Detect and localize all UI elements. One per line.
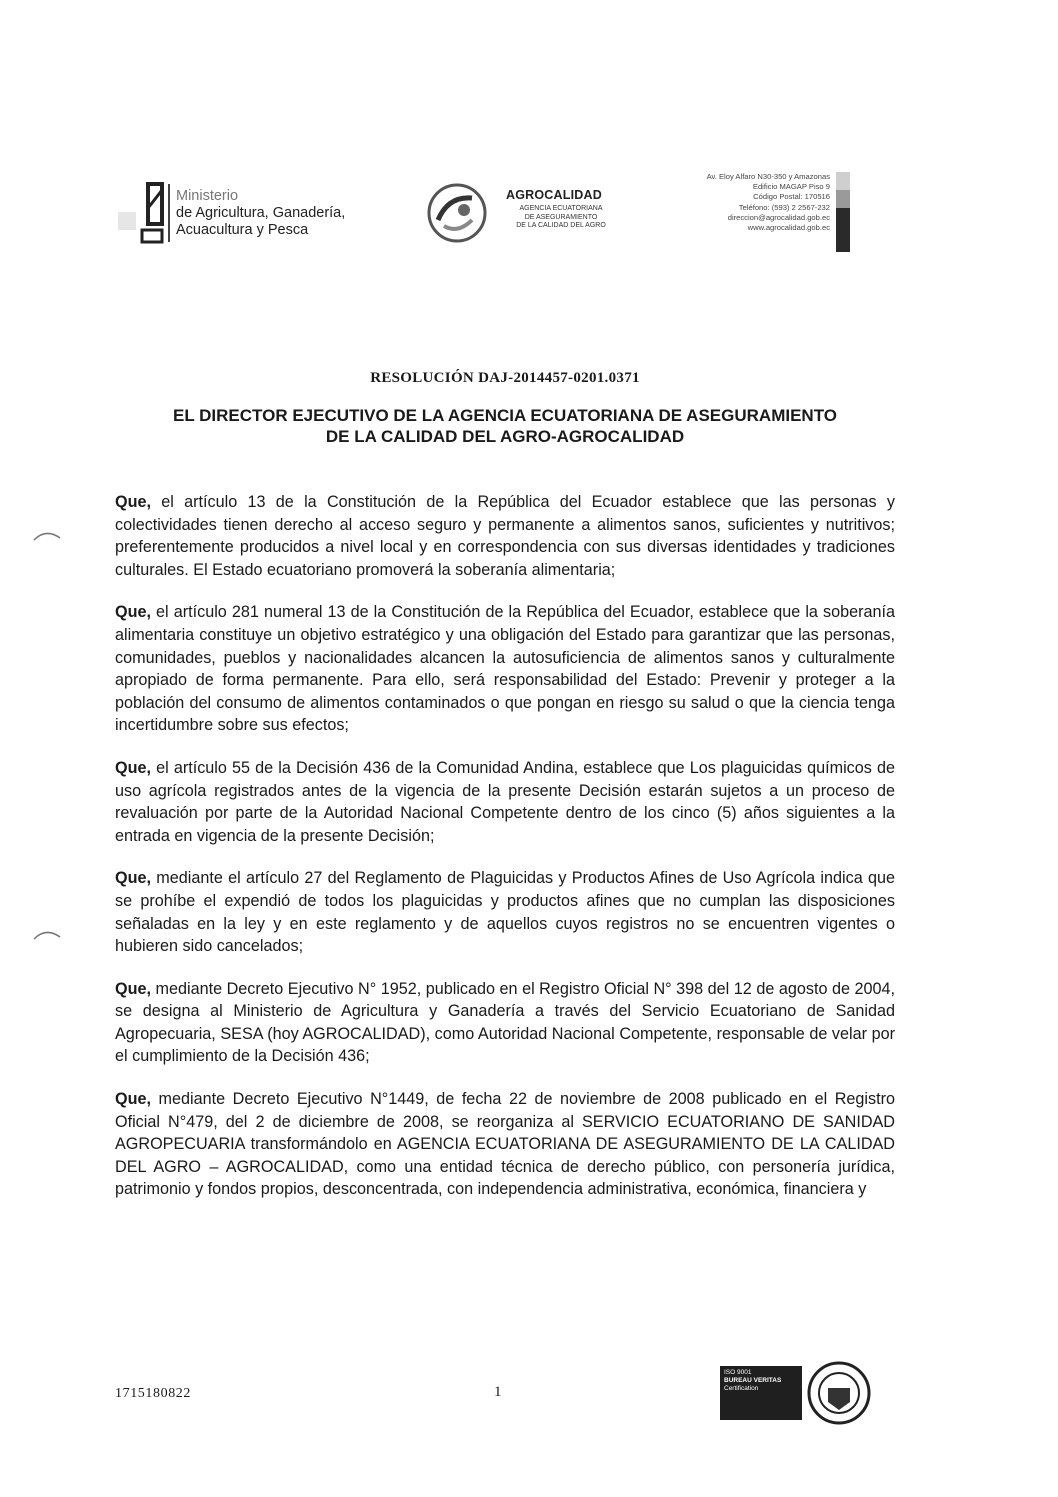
- agency-sub-line1: AGENCIA ECUATORIANA: [519, 205, 603, 212]
- agency-subtitle: [506, 205, 616, 231]
- punch-hole-mark-icon: [32, 528, 62, 542]
- paragraph-text: el artículo 55 de la Decisión 436 de la Comunidad Andina, establece que Los plaguicidas químicos de uso agrícola registrados antes de la vigencia de la presente Decisión estarán sujetos a un proceso de revaluación por parte de la Autoridad Nacional Competente dentro de los cinco (5) años siguientes a la entrada en vigencia de la presente Decisión;: [115, 758, 895, 845]
- cert-line2: BUREAU VERITAS: [724, 1377, 782, 1384]
- considerando-paragraph: [115, 601, 895, 737]
- director-heading-line1: EL DIRECTOR EJECUTIVO DE LA AGENCIA ECUATORIANA DE ASEGURAMIENTO: [172, 406, 837, 425]
- considerando-paragraph: [115, 978, 895, 1068]
- ministry-line2: de Agricultura, Ganadería,: [176, 205, 346, 221]
- ministry-line1: Ministerio: [176, 188, 239, 204]
- paragraph-text: el artículo 281 numeral 13 de la Constitución de la República del Ecuador, establece que la soberanía alimentaria constituye un objetivo estratégico y una obligación del Estado para garantizar que las personas, comunidades, pueblos y nacionalidades alcancen la autosuficiencia de alimentos sanos y culturalmente apropiado de forma permanente. Para ello, será responsabilidad del Estado: Prevenir y proteger a la población del consumo de alimentos contaminados o que pongan en riesgo su salud o que la ciencia tenga incertidumbre sobre sus efectos;: [115, 603, 895, 735]
- paragraph-lead: Que,: [115, 1090, 151, 1109]
- address-line: direccion@agrocalidad.gob.ec: [727, 212, 830, 222]
- agency-sub-line3: DE LA CALIDAD DEL AGRO: [516, 222, 606, 229]
- bureau-veritas-seal-icon: [806, 1360, 872, 1426]
- considerando-paragraph: [115, 867, 895, 957]
- page-number: 1: [494, 1384, 502, 1400]
- paragraph-lead: Que,: [115, 603, 151, 622]
- address-color-bar-icon: [836, 172, 850, 252]
- address-line: Teléfono: (593) 2 2567-232: [738, 202, 830, 212]
- certification-badge: [720, 1360, 860, 1430]
- paragraph-lead: Que,: [115, 979, 151, 998]
- director-heading-line2: DE LA CALIDAD DEL AGRO-AGROCALIDAD: [325, 427, 685, 446]
- ministry-name: [176, 188, 345, 239]
- paragraph-lead: Que,: [115, 869, 151, 888]
- letterhead: [0, 168, 1058, 258]
- agency-name: AGROCALIDAD: [506, 188, 602, 202]
- address-line: Código Postal: 170516: [753, 192, 830, 202]
- punch-hole-mark-icon: [32, 927, 62, 941]
- paragraph-lead: Que,: [115, 493, 151, 511]
- paragraph-lead: Que,: [115, 758, 151, 777]
- cert-label: [720, 1366, 802, 1420]
- paragraph-text: mediante Decreto Ejecutivo N°1449, de fecha 22 de noviembre de 2008 publicado en el Registro Oficial N°479, del 2 de diciembre de 2008, se reorganiza al SERVICIO ECUATORIANO DE SANIDAD AGROPECUARIA transformándolo en AGENCIA ECUATORIANA DE ASEGURAMIENTO DE LA CALIDAD DEL AGRO – AGROCALIDAD, como una entidad técnica de derecho público, con personería jurídica, patrimonio y fondos propios, desconcentrada, con independencia administrativa, económica, financiera y: [115, 1090, 895, 1199]
- ministry-line3: Acuacultura y Pesca: [176, 222, 309, 238]
- resolution-title: RESOLUCIÓN DAJ-2014457-0201.0371: [370, 370, 640, 386]
- cert-line3: Certification: [724, 1385, 759, 1392]
- address-line: Edificio MAGAP Piso 9: [752, 182, 830, 192]
- document-number: 1715180822: [115, 1386, 191, 1401]
- director-heading: [115, 405, 895, 447]
- considerando-paragraph: [115, 757, 895, 847]
- paragraph-text: el artículo 13 de la Constitución de la República del Ecuador establece que las personas y colectividades tienen derecho al acceso seguro y permanente a alimentos sanos, suficientes y nutritivos; preferentemente producidos a nivel local y en correspondencia con sus diversas identidades y tradiciones culturales. El Estado ecuatoriano promoverá la soberanía alimentaria;: [115, 493, 895, 579]
- considerando-paragraph: [115, 1088, 895, 1201]
- address-line: Av. Eloy Alfaro N30-350 y Amazonas: [706, 172, 830, 181]
- cert-line1: ISO 9001: [724, 1369, 752, 1376]
- agrocalidad-logo: [424, 178, 624, 248]
- paragraph-text: mediante el artículo 27 del Reglamento de Plaguicidas y Productos Afines de Uso Agrícola indica que se prohíbe el expendió de todos los plaguicidas y productos afines que no cumplan las disposiciones señaladas en la ley y en este reglamento y de aquellos cuyos registros no se encuentren vigentes o hubieren sido cancelados;: [115, 869, 895, 956]
- agrocalidad-emblem-icon: [424, 180, 490, 246]
- ministry-emblem-icon: [118, 178, 173, 248]
- agency-sub-line2: DE ASEGURAMIENTO: [524, 213, 598, 221]
- considerando-paragraph: [115, 491, 895, 581]
- address-line: www.agrocalidad.gob.ec: [747, 223, 830, 233]
- agency-address: [707, 172, 830, 233]
- ministry-logo: [118, 178, 388, 248]
- document-body: [115, 370, 895, 1221]
- paragraph-text: mediante Decreto Ejecutivo N° 1952, publicado en el Registro Oficial N° 398 del 12 de agosto de 2004, se designa al Ministerio de Agricultura y Ganadería a través del Servicio Ecuatoriano de Sanidad Agropecuaria, SESA (hoy AGROCALIDAD), como Autoridad Nacional Competente, responsable de velar por el cumplimiento de la Decisión 436;: [115, 979, 895, 1066]
